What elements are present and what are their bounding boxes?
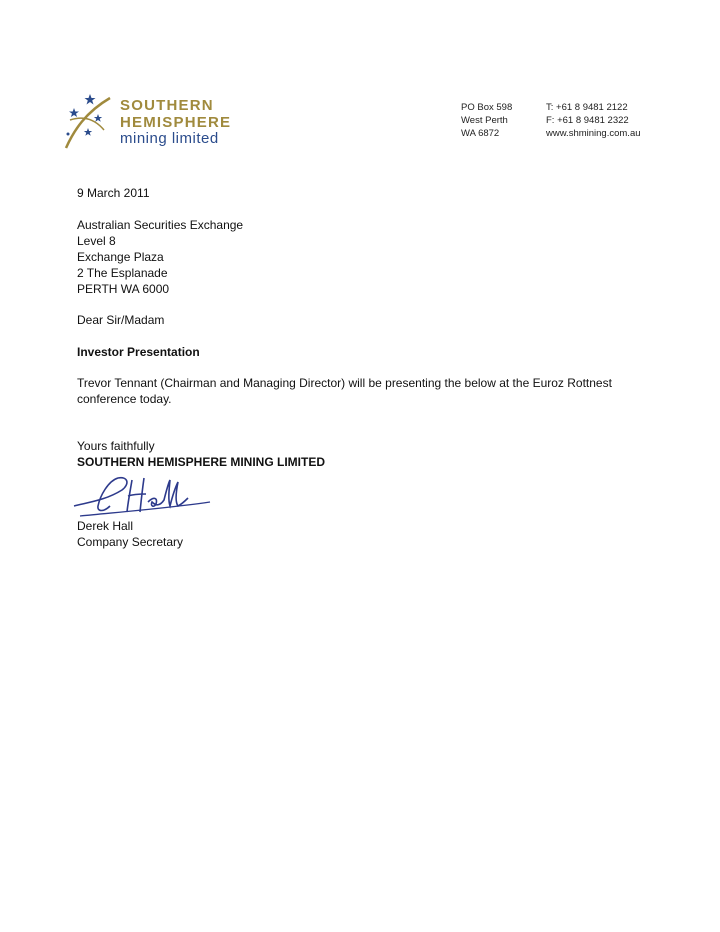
postal-address xyxy=(461,101,512,140)
logo-line-3: mining limited xyxy=(120,130,219,147)
salutation: Dear Sir/Madam xyxy=(77,313,165,327)
recipient-line: Level 8 xyxy=(77,234,116,248)
logo-line-2: HEMISPHERE xyxy=(120,114,232,131)
recipient-line: Australian Securities Exchange xyxy=(77,218,244,232)
subject-line: Investor Presentation xyxy=(77,345,200,359)
signatory-title: Company Secretary xyxy=(77,535,184,549)
company-name: SOUTHERN HEMISPHERE MINING LIMITED xyxy=(77,455,326,469)
company-logo xyxy=(60,90,270,152)
signature-image xyxy=(70,472,215,520)
website-link[interactable]: www.shmining.com.au xyxy=(546,128,641,139)
logo-line-1: SOUTHERN xyxy=(120,97,214,114)
letter-body xyxy=(77,375,612,407)
address-line: PO Box 598 xyxy=(461,102,513,113)
recipient-line: Exchange Plaza xyxy=(77,250,164,264)
recipient-line: PERTH WA 6000 xyxy=(77,282,170,296)
recipient-line: 2 The Esplanade xyxy=(77,266,168,280)
signatory-block xyxy=(77,518,183,550)
fax-number: F: +61 8 9481 2322 xyxy=(546,115,629,126)
phone-number: T: +61 8 9481 2122 xyxy=(546,102,628,113)
recipient-address xyxy=(77,217,243,297)
closing-block xyxy=(77,438,325,470)
body-line: Trevor Tennant (Chairman and Managing Director) will be presenting the below at the Euroz Rottnest xyxy=(77,376,612,390)
address-line: WA 6872 xyxy=(461,128,500,139)
signatory-name: Derek Hall xyxy=(77,519,134,533)
body-line: conference today. xyxy=(77,392,172,406)
star-cross-icon xyxy=(60,90,120,152)
contact-details xyxy=(546,101,641,140)
closing: Yours faithfully xyxy=(77,439,155,453)
address-line: West Perth xyxy=(461,115,508,126)
letter-date: 9 March 2011 xyxy=(77,186,150,200)
